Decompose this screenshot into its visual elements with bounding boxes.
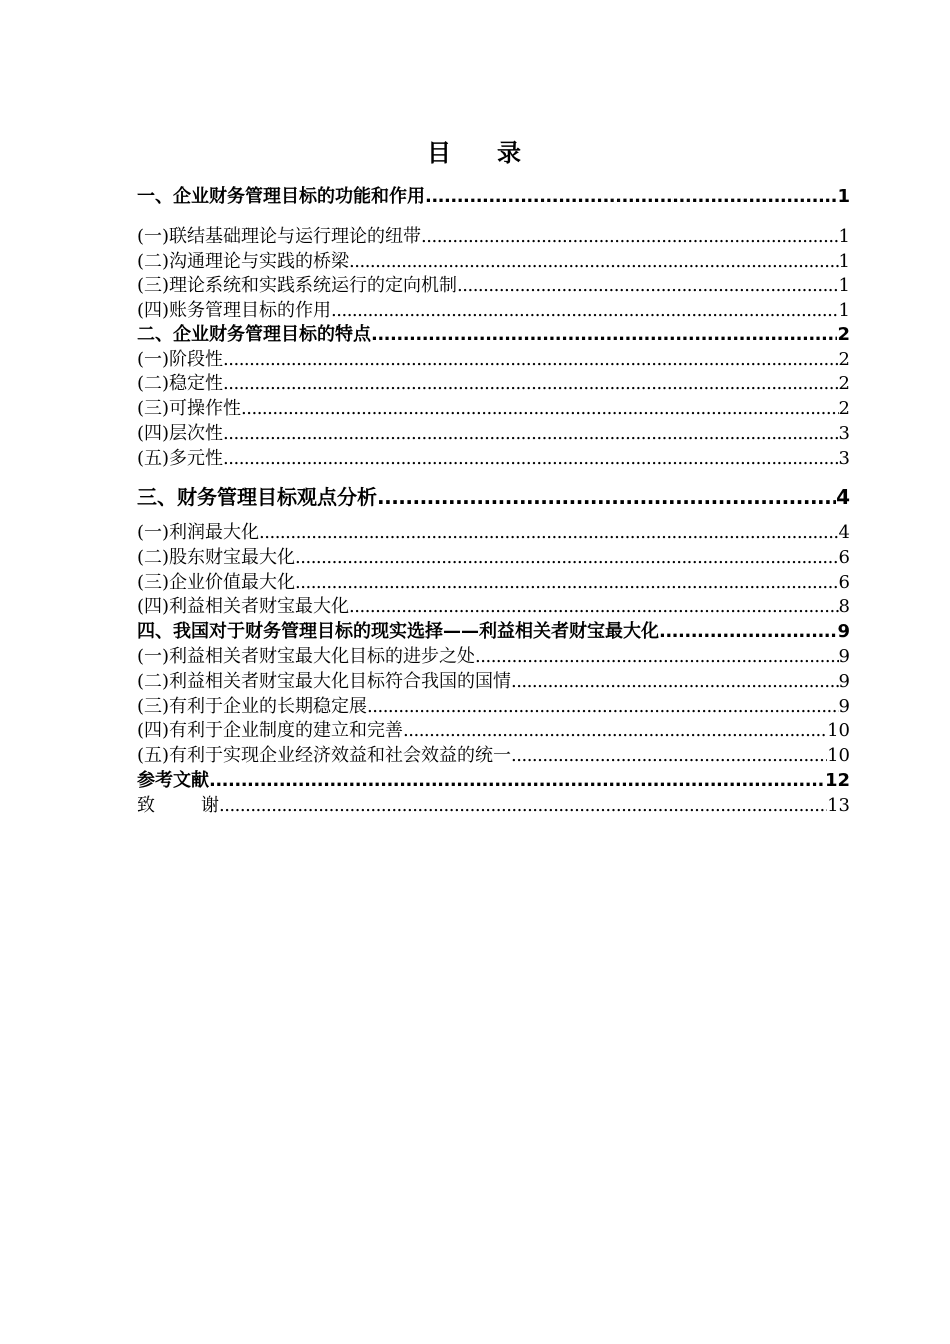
toc-entry-page: 6: [838, 547, 850, 568]
toc-entry-label: (二)利益相关者财宝最大化目标符合我国的国情: [137, 671, 512, 692]
toc-entry-label: 参考文献: [137, 770, 209, 791]
toc-entry[interactable]: [137, 549, 850, 567]
toc-entry[interactable]: [137, 747, 850, 765]
toc-entry[interactable]: [137, 698, 850, 716]
toc-entry[interactable]: [137, 722, 850, 740]
toc-entry-page: 13: [827, 795, 850, 816]
toc-entry-page: 2: [837, 324, 850, 345]
toc-entry[interactable]: [137, 302, 850, 320]
toc-leader-dots: [457, 277, 839, 295]
toc-entry[interactable]: [137, 188, 850, 206]
toc-entry-page: 1: [838, 251, 850, 272]
toc-entry-label: (一)联结基础理论与运行理论的纽带: [137, 226, 422, 247]
toc-entry[interactable]: [137, 487, 850, 507]
toc-entry[interactable]: [137, 425, 850, 443]
toc-entry-label: (二)沟通理论与实践的桥梁: [137, 251, 350, 272]
toc-entry-label: (二)稳定性: [137, 373, 224, 394]
toc-entry-page: 9: [838, 671, 850, 692]
toc-entry-page: 10: [827, 745, 850, 766]
toc-leader-dots: [403, 722, 827, 740]
toc-leader-dots: [511, 747, 827, 765]
toc-leader-dots: [425, 188, 837, 206]
toc-entry[interactable]: [137, 326, 850, 344]
toc-entry-page: 1: [838, 300, 850, 321]
toc-entry-label: (四)层次性: [137, 423, 224, 444]
toc-leader-dots: [209, 772, 825, 790]
toc-leader-dots: [295, 574, 839, 592]
toc-entry-page: 6: [838, 572, 850, 593]
toc-entry[interactable]: [137, 253, 850, 271]
toc-entry-page: 4: [838, 522, 850, 543]
thanks-char-2: 谢: [201, 795, 219, 816]
toc-entry-page: 3: [838, 423, 850, 444]
toc-entry[interactable]: [137, 351, 850, 369]
toc-entry-label: (五)有利于实现企业经济效益和社会效益的统一: [137, 745, 512, 766]
toc-entry-label: (一)阶段性: [137, 349, 224, 370]
toc-entry-label: (三)企业价值最大化: [137, 572, 296, 593]
toc-entry-page: 9: [838, 696, 850, 717]
toc-leader-dots: [367, 698, 839, 716]
toc-entry-page: 12: [824, 770, 850, 791]
toc-entry[interactable]: [137, 375, 850, 393]
toc-entry[interactable]: [137, 648, 850, 666]
toc-entry-label: 二、企业财务管理目标的特点: [137, 324, 371, 345]
toc-entry-label: (四)有利于企业制度的建立和完善: [137, 720, 404, 741]
toc-entry-page: 9: [838, 646, 850, 667]
toc-entry-label: 三、财务管理目标观点分析: [137, 485, 377, 509]
toc-entry-label: (二)股东财宝最大化: [137, 547, 296, 568]
toc-entry-label: (五)多元性: [137, 448, 224, 469]
toc-entry-label: (四)利益相关者财宝最大化: [137, 596, 350, 617]
toc-entry[interactable]: [137, 598, 850, 616]
thanks-char-1: 致: [137, 795, 155, 816]
toc-entry[interactable]: [137, 623, 850, 641]
title-char-2: 录: [497, 139, 523, 167]
toc-leader-dots: [219, 797, 827, 815]
toc-entry-page: 2: [838, 373, 850, 394]
toc-leader-dots: [659, 623, 837, 641]
toc-entry-page: 2: [838, 398, 850, 419]
toc-leader-dots: [349, 253, 839, 271]
toc-entry[interactable]: [137, 772, 850, 790]
toc-entry[interactable]: [137, 574, 850, 592]
toc-entry-label: (一)利润最大化: [137, 522, 260, 543]
toc-entry-page: 1: [838, 226, 850, 247]
toc-entry-label: (三)可操作性: [137, 398, 242, 419]
toc-entry-page: 8: [838, 596, 850, 617]
toc-leader-dots: [223, 375, 839, 393]
toc-entry-label: 四、我国对于财务管理目标的现实选择——利益相关者财宝最大化: [137, 621, 659, 642]
toc-entry[interactable]: [137, 228, 850, 246]
toc-entry-page: 1: [837, 186, 850, 207]
toc-leader-dots: [349, 598, 839, 616]
toc-entry-label: [137, 797, 219, 815]
toc-entry[interactable]: [137, 450, 850, 468]
toc-leader-dots: [511, 673, 839, 691]
title-char-1: 目: [427, 139, 453, 167]
toc-entry-label: 一、企业财务管理目标的功能和作用: [137, 186, 425, 207]
toc-leader-dots: [259, 524, 839, 542]
toc-entry[interactable]: [137, 277, 850, 295]
toc-leader-dots: [241, 400, 839, 418]
toc-entry-page: 4: [836, 485, 850, 509]
page-title: [0, 133, 950, 168]
toc-leader-dots: [331, 302, 839, 320]
toc-leader-dots: [223, 450, 839, 468]
toc-leader-dots: [223, 425, 839, 443]
toc-entry-page: 3: [838, 448, 850, 469]
toc-entry-page: 1: [838, 275, 850, 296]
toc-entry-label: (一)利益相关者财宝最大化目标的进步之处: [137, 646, 476, 667]
toc-leader-dots: [223, 351, 839, 369]
toc-leader-dots: [421, 228, 839, 246]
toc-entry[interactable]: [137, 797, 850, 815]
toc-entry-page: 2: [838, 349, 850, 370]
toc-entry-page: 10: [827, 720, 850, 741]
toc-entry[interactable]: [137, 400, 850, 418]
toc-entry-label: (三)理论系统和实践系统运行的定向机制: [137, 275, 458, 296]
toc-entry[interactable]: [137, 673, 850, 691]
toc-leader-dots: [377, 487, 836, 507]
toc-leader-dots: [475, 648, 839, 666]
toc-entry-label: (三)有利于企业的长期稳定展: [137, 696, 368, 717]
toc-entry-label: (四)账务管理目标的作用: [137, 300, 332, 321]
toc-leader-dots: [371, 326, 837, 344]
toc-leader-dots: [295, 549, 839, 567]
toc-entry[interactable]: [137, 524, 850, 542]
toc-entry-page: 9: [837, 621, 850, 642]
